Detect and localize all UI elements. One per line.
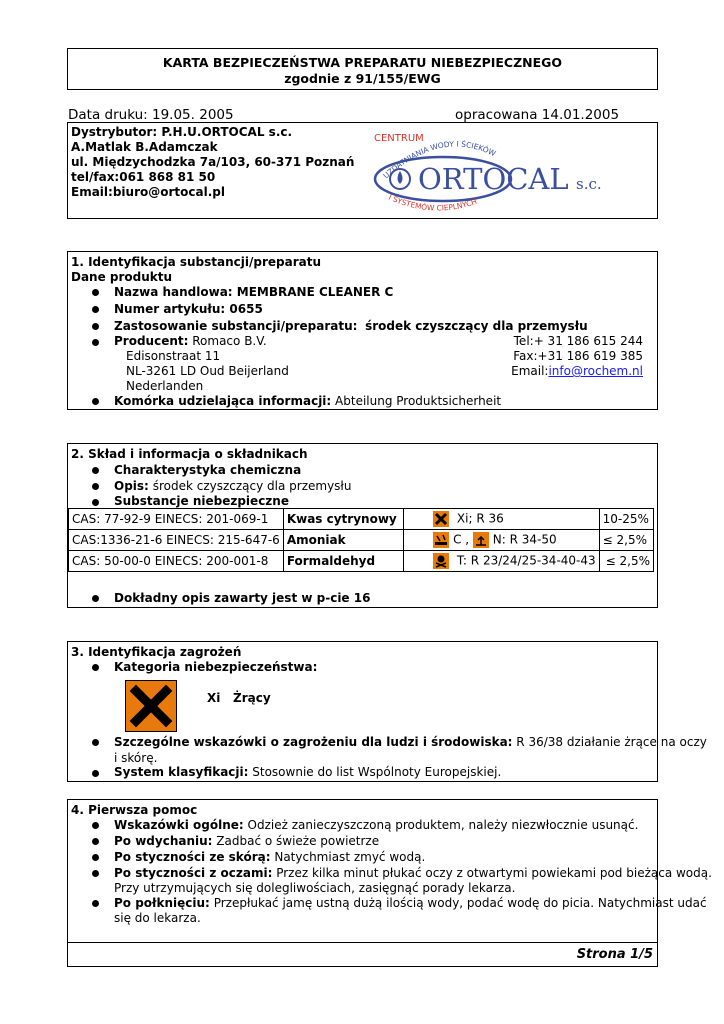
email-link[interactable]: info@rochem.nl (548, 364, 643, 378)
skin-contact: Po styczności ze skórą: Natychmiast zmyć wodą. (114, 850, 426, 864)
distributor-line: tel/fax:061 868 81 50 (71, 170, 216, 184)
substance-name: Amoniak (283, 530, 403, 551)
distributor-line: A.Matlak B.Adamczak (71, 140, 218, 154)
bullet (92, 870, 99, 877)
distributor-line: Dystrybutor: P.H.U.ORTOCAL s.c. (71, 125, 293, 139)
cas-cell: CAS:1336-21-6 EINECS: 215-647-6 (69, 530, 284, 551)
section-3-title: 3. Identyfikacja zagrożeń (71, 645, 242, 659)
bullet (92, 467, 99, 474)
hazard-category: Kategoria niebezpieczeństwa: (114, 660, 318, 674)
ortocal-logo (368, 127, 628, 217)
distributor-box (67, 122, 658, 219)
distributor-email: Email:biuro@ortocal.pl (71, 185, 225, 199)
document-title: KARTA BEZPIECZEŃSTWA PREPARATU NIEBEZPIECZNEGO (162, 55, 563, 70)
logo-arc-bottom: I SYSTEMÓW CIEPLNYCH (387, 192, 479, 213)
producer-tel: Tel:+ 31 186 615 244 (513, 334, 643, 348)
section-1 (67, 251, 658, 410)
irritant-icon (433, 511, 449, 527)
bullet (92, 323, 99, 330)
logo-arc-top: UZDATNIANIA WODY I ŚCIEKÓW (381, 139, 498, 181)
producer-address: NL-3261 LD Oud Beijerland (126, 364, 289, 378)
concentration-cell: ≤ 2,5% (599, 530, 653, 551)
bullet (92, 900, 99, 907)
title-box (67, 48, 658, 90)
detail-note: Dokładny opis zawarty jest w p-cie 16 (114, 591, 371, 605)
inhalation: Po wdychaniu: Zadbać o świeże powietrze (114, 834, 380, 848)
bullet (92, 822, 99, 829)
section-1-subtitle: Dane produktu (71, 270, 173, 284)
producer-address: Edisonstraat 11 (126, 349, 221, 363)
special-hazards-cont: i skórę. (114, 751, 158, 765)
classification-cell: C , N: R 34-50 (404, 530, 599, 551)
bullet (92, 770, 99, 777)
substances-table (68, 508, 654, 572)
bullet (92, 306, 99, 313)
section-3 (67, 641, 707, 782)
bullet (92, 739, 99, 746)
bullet (92, 289, 99, 296)
cas-cell: CAS: 50-00-0 EINECS: 200-001-8 (69, 551, 284, 572)
section-4-title: 4. Pierwsza pomoc (71, 803, 198, 817)
swallowing-cont: się do lekarza. (114, 911, 201, 925)
producer: Producent: Romaco B.V. (114, 334, 267, 348)
logo-centrum: CENTRUM (374, 133, 424, 144)
substance-name: Formaldehyd (283, 551, 403, 572)
cas-cell: CAS: 77-92-9 EINECS: 201-069-1 (69, 509, 284, 530)
footer-divider (68, 942, 657, 943)
substance-name: Kwas cytrynowy (283, 509, 403, 530)
bullet (92, 339, 99, 346)
print-date: Data druku: 19.05. 2005 (68, 107, 234, 123)
classification-cell: T: R 23/24/25-34-40-43 (404, 551, 599, 572)
concentration-cell: 10-25% (599, 509, 653, 530)
description: Opis: środek czyszczący dla przemysłu (114, 479, 352, 493)
distributor-line: ul. Międzychodzka 7a/103, 60-371 Poznań (71, 155, 355, 169)
bullet (92, 838, 99, 845)
bullet (92, 664, 99, 671)
bullet (92, 595, 99, 602)
symbol-code: Xi (207, 691, 221, 705)
general-advice: Wskazówki ogólne: Odzież zanieczyszczoną produktem, należy niezwłocznie usunąć. (114, 818, 639, 832)
swallowing: Po połknięciu: Przepłukać jamę ustną dużą ilością wody, podać wodę do picia. Natychmiast udać (114, 896, 707, 910)
special-hazards: Szczególne wskazówki o zagrożeniu dla ludzi i środowiska: R 36/38 działanie żrące na oczy (114, 735, 707, 749)
table-row (69, 509, 654, 530)
classification-system: System klasyfikacji: Stosownie do list Wspólnoty Europejskiej. (114, 765, 502, 779)
document-subtitle: zgodnie z 91/155/EWG (284, 71, 441, 86)
environment-icon (473, 532, 489, 548)
section-4 (67, 799, 712, 967)
bullet (92, 483, 99, 490)
chem-characteristics: Charakterystyka chemiczna (114, 463, 302, 477)
toxic-icon (433, 553, 449, 569)
table-row (69, 551, 654, 572)
usage: Zastosowanie substancji/preparatu: środek czyszczący dla przemysłu (114, 319, 588, 333)
symbol-name: Żrący (233, 691, 271, 705)
logo-suffix: s.c. (576, 175, 602, 193)
section-2-title: 2. Skład i informacja o składnikach (71, 447, 308, 461)
hazardous-substances: Substancje niebezpieczne (114, 494, 289, 508)
article-number: Numer artykułu: 0655 (114, 302, 263, 316)
irritant-symbol-icon (125, 680, 177, 732)
page-number: Strona 1/5 (576, 947, 653, 962)
section-1-title: 1. Identyfikacja substancji/preparatu (71, 255, 322, 269)
logo-brand: ORTOCAL (418, 162, 569, 196)
bullet (92, 499, 99, 506)
trade-name: Nazwa handlowa: MEMBRANE CLEANER C (114, 285, 394, 299)
producer-address: Nederlanden (126, 379, 204, 393)
producer-email: Email:info@rochem.nl (511, 364, 643, 378)
bullet (92, 398, 99, 405)
corrosive-icon (433, 532, 449, 548)
eye-contact: Po styczności z oczami: Przez kilka minut płukać oczy z otwartymi powiekami pod bieżąca wodą. (114, 866, 712, 880)
table-row (69, 530, 654, 551)
producer-fax: Fax:+31 186 619 385 (513, 349, 643, 363)
info-dept: Komórka udzielająca informacji: Abteilung Produktsicherheit (114, 394, 502, 408)
prepared-date: opracowana 14.01.2005 (455, 107, 620, 123)
classification-cell: Xi; R 36 (404, 509, 599, 530)
bullet (92, 854, 99, 861)
concentration-cell: ≤ 2,5% (599, 551, 653, 572)
eye-contact-cont: Przy utrzymujących się dolegliwościach, zasięgnąć porady lekarza. (114, 881, 516, 895)
